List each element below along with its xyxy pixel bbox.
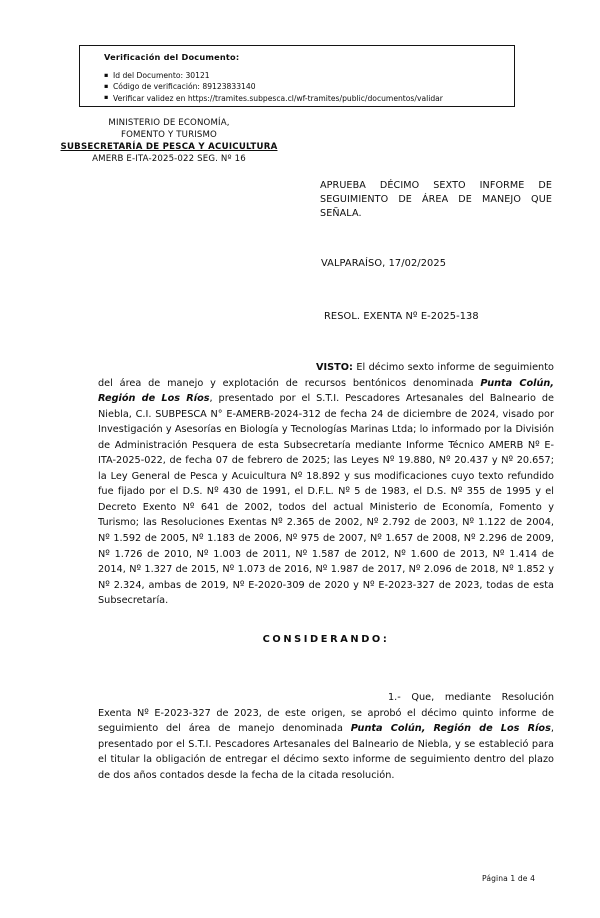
- page-footer: [0, 874, 600, 883]
- page-number-label: Página 1 de 4: [482, 874, 535, 883]
- visto-text-part-1: El décimo sexto informe de seguimiento del área de manejo y explotación de recursos bentónicos denominada: [98, 362, 554, 389]
- place-and-date: VALPARAÍSO, 17/02/2025: [321, 258, 447, 269]
- visto-section: [98, 360, 554, 609]
- clause-1-text-part-2: , presentado por el S.T.I. Pescadores Artesanales del Balneario de Niebla, y se estableció para el titular la obligación de entregar el décimo sexto informe de seguimiento dentro del plazo de dos años contados desde la fecha de la citada resolución.: [98, 723, 554, 781]
- verification-item-code: ▪ Código de verificación: 89123833140: [104, 81, 443, 92]
- clause-1-paragraph: [98, 690, 554, 783]
- considerando-heading: CONSIDERANDO:: [262, 634, 390, 645]
- verification-item-url: ▪ Verificar validez en https://tramites.subpesca.cl/wf-tramites/public/documentos/validar: [104, 93, 443, 104]
- verification-title: Verificación del Documento:: [104, 52, 240, 62]
- visto-area-name: Punta Colún, Región de Los Ríos: [98, 377, 555, 405]
- verification-box: [79, 45, 515, 107]
- clause-1-text-part-1: 1.- Que, mediante Resolución Exenta Nº E-2023-327 de 2023, de este origen, se aprobó el décimo quinto informe de seguimiento del área de manejo denominada: [98, 692, 554, 735]
- verification-item-document-id: ▪ Id del Documento: 30121: [104, 70, 443, 81]
- letterhead-file-code: AMERB E-ITA-2025-022 SEG. Nº 16: [92, 153, 246, 164]
- letterhead: [44, 118, 294, 165]
- subject-line-1: APRUEBA DÉCIMO SEXTO INFORME DE: [320, 180, 552, 191]
- letterhead-ministry-line-2: FOMENTO Y TURISMO: [121, 129, 217, 140]
- clause-1-area-name: Punta Colún, Región de Los Ríos: [350, 723, 551, 735]
- subject-line-2: SEGUIMIENTO DE ÁREA DE MANEJO: [320, 194, 522, 206]
- visto-paragraph: [98, 360, 554, 609]
- subject-block: [320, 179, 552, 222]
- letterhead-ministry-line-1: MINISTERIO DE ECONOMÍA,: [108, 118, 230, 128]
- clause-1-section: [98, 690, 554, 783]
- resolution-number: RESOL. EXENTA Nº E-2025-138: [324, 311, 479, 322]
- visto-label: VISTO:: [316, 362, 353, 373]
- visto-text-part-2: , presentado por el S.T.I. Pescadores Artesanales del Balneario de Niebla, C.I. SUBPESCA N° E-AMERB-2024-312 de fecha 24 de diciembre de 2024, visado por Investigación y Asesorías en Biología y Tecnologías Marinas Ltda; lo informado por la División de Administración Pesquera de esta Subsecretaría mediante Informe Técnico AMERB Nº E-ITA-2025-022, de fecha 07 de febrero de 2025; las Leyes Nº 19.880, Nº 20.437 y Nº 20.657; la Ley General de Pesca y Acuicultura Nº 18.892 y sus modificaciones cuyo texto refundido fue fijado por el D.S. Nº 430 de 1991, el D.F.L. Nº 5 de 1983, el D.S. Nº 355 de 1995 y el Decreto Exento Nº 641 de 2002, todos del actual Ministerio de Economía, Fomento y Turismo; las Resoluciones Exentas Nº 2.365 de 2002, Nº 2.792 de 2003, Nº 1.122 de 2004, Nº 1.592 de 2005, Nº 1.183 de 2006, Nº 975 de 2007, Nº 1.657 de 2008, Nº 2.296 de 2009, Nº 1.726 de 2010, Nº 1.003 de 2011, Nº 1.587 de 2012, Nº 1.600 de 2013, Nº 1.414 de 2014, Nº 1.327 de 2015, Nº 1.073 de 2016, Nº 1.987 de 2017, Nº 2.096 de 2018, Nº 1.852 y Nº 2.324, ambas de 2019, Nº E-2020-309 de 2020 y Nº E-2023-327 de 2023, todas de esta Subsecretaría.: [98, 393, 554, 607]
- subject-line-3: QUE SEÑALA.: [320, 194, 552, 220]
- verification-list: [104, 70, 443, 104]
- letterhead-subsecretaria: SUBSECRETARÍA DE PESCA Y ACUICULTURA: [60, 141, 278, 152]
